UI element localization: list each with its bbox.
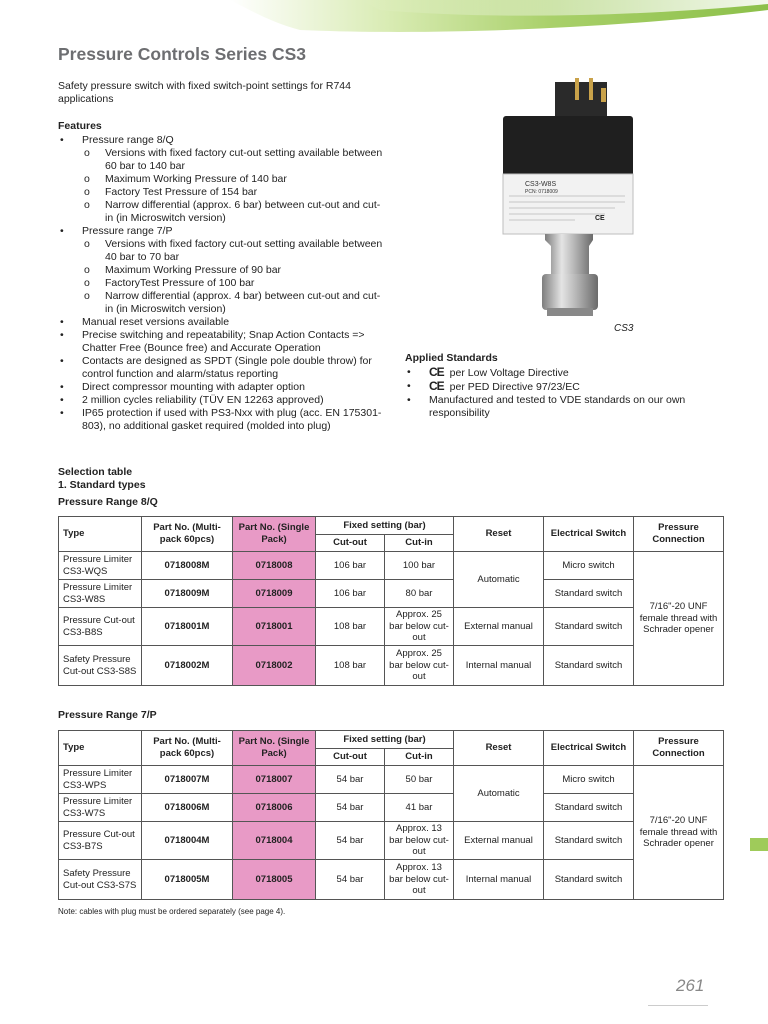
pressure-connection: 7/16"-20 UNF female thread with Schrader opener — [634, 766, 724, 900]
header-reset: Reset — [454, 517, 544, 552]
sub-list — [82, 147, 388, 225]
list-item: o Narrow differential (approx. 4 bar) between cut-out and cut-in (in Microswitch version) — [82, 290, 388, 316]
features-list — [58, 134, 388, 433]
selection-title: Selection table — [58, 466, 133, 478]
features-heading: Features — [58, 120, 102, 132]
reset-automatic: Automatic — [454, 766, 544, 822]
table-row: Pressure Cut-out CS3-B7S 0718004M 0718004 54 bar Approx. 13 bar below cut-out External manual Standard switch — [59, 822, 724, 860]
list-item: • CE per Low Voltage Directive — [405, 366, 725, 380]
header-connection: Pressure Connection — [634, 731, 724, 766]
sub-list — [82, 238, 388, 316]
list-item: o Versions with fixed factory cut-out setting available between 60 bar to 140 bar — [82, 147, 388, 173]
list-item: • Manual reset versions available — [58, 316, 388, 329]
list-item: • Direct compressor mounting with adapter option — [58, 381, 388, 394]
list-item: o Narrow differential (approx. 6 bar) between cut-out and cut-in (in Microswitch version) — [82, 199, 388, 225]
table-range-7p — [58, 730, 724, 900]
header-fixed: Fixed setting (bar) — [316, 731, 454, 749]
header-banner — [0, 0, 768, 42]
list-item: • CE per PED Directive 97/23/EC — [405, 380, 725, 394]
pressure-connection: 7/16"-20 UNF female thread with Schrader opener — [634, 552, 724, 686]
applied-standards — [405, 352, 725, 420]
header-reset: Reset — [454, 731, 544, 766]
table-row: Pressure Limiter CS3-WPS 0718007M 0718007 54 bar 50 bar Automatic Micro switch 7/16"-20 UNF female thread with Schrader opener — [59, 766, 724, 794]
photo-label-pcn: PCN: 0718009 — [525, 189, 558, 195]
list-item: o Maximum Working Pressure of 140 bar — [82, 173, 388, 186]
header-cutin: Cut-in — [385, 749, 454, 766]
header-connection: Pressure Connection — [634, 517, 724, 552]
section-tab-marker — [750, 838, 768, 851]
range-7p-title: Pressure Range 7/P — [58, 709, 157, 721]
header-electrical: Electrical Switch — [544, 731, 634, 766]
photo-label-model: CS3-W8S — [525, 181, 557, 188]
header-multi: Part No. (Multi-pack 60pcs) — [142, 731, 233, 766]
footnote: Note: cables with plug must be ordered separately (see page 4). — [58, 907, 286, 916]
features-section — [58, 120, 388, 433]
standards-list — [405, 366, 725, 420]
table-row: Pressure Cut-out CS3-B8S 0718001M 0718001 108 bar Approx. 25 bar below cut-out External manual Standard switch — [59, 608, 724, 646]
header-fixed: Fixed setting (bar) — [316, 517, 454, 535]
range-8q-title: Pressure Range 8/Q — [58, 496, 158, 508]
header-cutout: Cut-out — [316, 535, 385, 552]
photo-label-ce: CE — [595, 215, 605, 222]
list-item: • Pressure range 8/Q o Versions with fixed factory cut-out setting available between 60 bar to 140 bar o Maximum Working Pressure of 140 bar o Factory Test Pressure of 154 bar o Narrow differential (approx. 6 bar) between cut-out and cut-in (in Microswitch version) — [58, 134, 388, 225]
list-item: • Precise switching and repeatability; Snap Action Contacts => Chatter Free (Bounce free) and Accurate Operation — [58, 329, 388, 355]
standards-heading: Applied Standards — [405, 352, 498, 364]
list-item: • Manufactured and tested to VDE standards on our own responsibility — [405, 394, 725, 420]
table-row: Safety Pressure Cut-out CS3-S8S 0718002M 0718002 108 bar Approx. 25 bar below cut-out Internal manual Standard switch — [59, 646, 724, 686]
photo-caption: CS3 — [614, 323, 634, 334]
header-multi: Part No. (Multi-pack 60pcs) — [142, 517, 233, 552]
selection-subtitle: 1. Standard types — [58, 479, 146, 491]
list-item: • Pressure range 7/P o Versions with fixed factory cut-out setting available between 40 bar to 70 bar o Maximum Working Pressure of 90 bar o FactoryTest Pressure of 100 bar o Narrow differential (approx. 4 bar) between cut-out and cut-in (in Microswitch version) — [58, 225, 388, 316]
table-row: Pressure Limiter CS3-W8S 0718009M 0718009 106 bar 80 bar Standard switch — [59, 580, 724, 608]
table-row: Pressure Limiter CS3-W7S 0718006M 0718006 54 bar 41 bar Standard switch — [59, 794, 724, 822]
product-photo — [495, 78, 650, 323]
reset-automatic: Automatic — [454, 552, 544, 608]
table-row: Pressure Limiter CS3-WQS 0718008M 0718008 106 bar 100 bar Automatic Micro switch 7/16"-20 UNF female thread with Schrader opener — [59, 552, 724, 580]
list-item: • IP65 protection if used with PS3-Nxx with plug (acc. EN 175301-803), no additional gasket required (molded into plug) — [58, 407, 388, 433]
header-electrical: Electrical Switch — [544, 517, 634, 552]
list-item: • Contacts are designed as SPDT (Single pole double throw) for control function and alarm/status reporting — [58, 355, 388, 381]
header-type: Type — [59, 731, 142, 766]
table-range-8q — [58, 516, 724, 686]
intro-text: Safety pressure switch with fixed switch-point settings for R744 applications — [58, 80, 351, 105]
header-single: Part No. (Single Pack) — [233, 731, 316, 766]
table-row: Safety Pressure Cut-out CS3-S7S 0718005M 0718005 54 bar Approx. 13 bar below cut-out Internal manual Standard switch — [59, 860, 724, 900]
ce-mark: CE — [429, 379, 444, 393]
selection-heading — [58, 466, 146, 492]
header-single: Part No. (Single Pack) — [233, 517, 316, 552]
page-title: Pressure Controls Series CS3 — [58, 44, 307, 64]
list-item: • 2 million cycles reliability (TÜV EN 12263 approved) — [58, 394, 388, 407]
header-cutout: Cut-out — [316, 749, 385, 766]
list-item: o Versions with fixed factory cut-out setting available between 40 bar to 70 bar — [82, 238, 388, 264]
list-item: o Maximum Working Pressure of 90 bar — [82, 264, 388, 277]
page-number: 261 — [676, 976, 705, 995]
header-type: Type — [59, 517, 142, 552]
list-item: o Factory Test Pressure of 154 bar — [82, 186, 388, 199]
header-cutin: Cut-in — [385, 535, 454, 552]
ce-mark: CE — [429, 365, 444, 379]
list-item: o FactoryTest Pressure of 100 bar — [82, 277, 388, 290]
page-number-rule — [648, 1005, 708, 1006]
